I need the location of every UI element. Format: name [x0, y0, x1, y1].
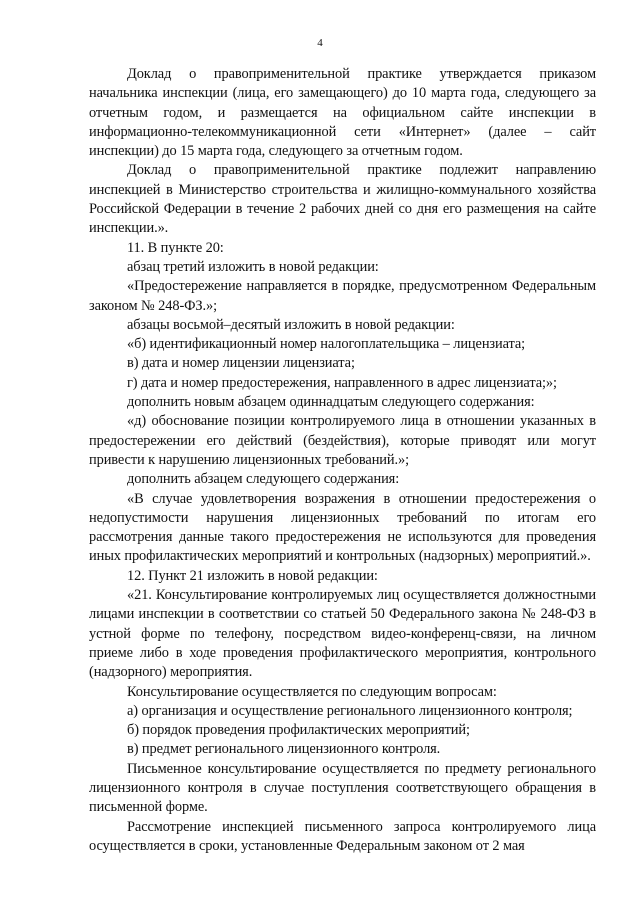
paragraph-item-11-d: «б) идентификационный номер налогоплательщика – лицензиата;: [127, 336, 526, 353]
paragraph-item-11-a: абзац третий изложить в новой редакции:: [127, 258, 379, 275]
paragraph-report-approval: Доклад о правоприменительной практике утверждается приказом начальника инспекции (лица, его замещающего) до 10 марта года, следующего за отчетным годом, и размещается на официальном сайте инспекции в информационно-телекоммуникационной сети «Интернет» (далее – сайт инспекции) до 15 марта года, следующего за отчетным годом.: [89, 66, 596, 160]
paragraph-item-11-h: «д) обоснование позиции контролируемого лица в отношении указанных в предостережении его действий (бездействия), которые приводят или могут привести к нарушению лицензионных требований.»;: [89, 413, 596, 468]
paragraph-item-12-f: Письменное консультирование осуществляется по предмету регионального лицензионного контроля в случае поступления соответствующего обращения в письменной форме.: [89, 760, 596, 816]
paragraph-report-submission: Доклад о правоприменительной практике подлежит направлению инспекцией в Министерство строительства и жилищно-коммунального хозяйства Российской Федерации в течение 2 рабочих дней со дня его размещения на сайте инспекции.».: [89, 162, 596, 237]
paragraph-item-12-b: Консультирование осуществляется по следующим вопросам:: [127, 683, 497, 700]
paragraph-item-11-g: дополнить новым абзацем одиннадцатым следующего содержания:: [127, 394, 535, 411]
paragraph-item-12-a: «21. Консультирование контролируемых лиц осуществляется должностными лицами инспекции в соответствии со статьей 50 Федерального закона № 248-ФЗ в устной форме по телефону, посредством видео-конференц-связи, на личном приеме либо в ходе проведения профилактического мероприятия, контрольного (надзорного) мероприятия.: [89, 587, 596, 681]
paragraph-item-12-g: Рассмотрение инспекцией письменного запроса контролируемого лица осуществляется в сроки, установленные Федеральным законом от 2 мая: [89, 818, 596, 854]
paragraph-item-12-c: а) организация и осуществление регионального лицензионного контроля;: [127, 702, 573, 719]
paragraph-item-12-e: в) предмет регионального лицензионного контроля.: [127, 741, 441, 758]
paragraph-item-11-c: абзацы восьмой–десятый изложить в новой редакции:: [127, 316, 455, 333]
paragraph-item-12-d: б) порядок проведения профилактических мероприятий;: [127, 722, 470, 739]
paragraph-item-11-f: г) дата и номер предостережения, направленного в адрес лицензиата;»;: [127, 374, 557, 391]
paragraph-item-12-heading: 12. Пункт 21 изложить в новой редакции:: [127, 567, 378, 584]
paragraph-item-11-j: «В случае удовлетворения возражения в отношении предостережения о недопустимости нарушения лицензионных требований по итогам его рассмотрения данные такого предостережения не используются для проведения иных профилактических мероприятий и контрольных (надзорных) мероприятий.».: [89, 490, 596, 565]
paragraph-item-11-e: в) дата и номер лицензии лицензиата;: [127, 355, 355, 372]
paragraph-item-11-b: «Предостережение направляется в порядке, предусмотренном Федеральным законом № 248-ФЗ.»;: [89, 278, 596, 314]
paragraph-item-11-i: дополнить абзацем следующего содержания:: [127, 471, 400, 488]
page-number: 4: [317, 37, 323, 49]
document-body: [89, 65, 596, 856]
paragraph-item-11-heading: 11. В пункте 20:: [127, 239, 224, 256]
